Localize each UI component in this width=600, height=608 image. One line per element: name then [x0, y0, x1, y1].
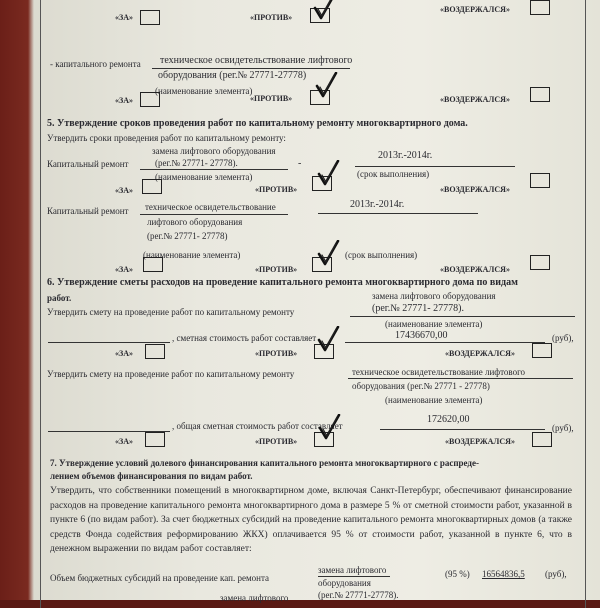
- vote-for-checkbox[interactable]: [140, 10, 160, 25]
- label: Объем бюджетных субсидий на проведение кап. ремонта: [50, 573, 269, 583]
- currency: (руб),: [545, 569, 567, 579]
- element-name: замена лифтового оборудования: [372, 291, 496, 301]
- caption: (наименование элемента): [143, 250, 241, 260]
- vote-abstain-checkbox[interactable]: [530, 255, 550, 270]
- vote-for-label: «ЗА»: [115, 349, 133, 358]
- vote-for-label: «ЗА»: [115, 96, 133, 105]
- vote-abstain-checkbox[interactable]: [530, 0, 550, 15]
- vote-against-label: «ПРОТИВ»: [255, 265, 298, 274]
- check-mark-icon: [317, 414, 341, 440]
- vote-abstain-label: «ВОЗДЕРЖАЛСЯ»: [440, 5, 510, 14]
- element-name: оборудования: [318, 578, 371, 588]
- caption: (наименование элемента): [385, 395, 483, 405]
- vote-abstain-label: «ВОЗДЕРЖАЛСЯ»: [445, 437, 515, 446]
- section-6-title: 6. Утверждение сметы расходов на проведение капитального ремонта многоквартирного дома по видам: [47, 277, 518, 288]
- term-value: 2013г.-2014г.: [378, 150, 433, 161]
- vote-for-label: «ЗА»: [115, 437, 133, 446]
- text: Утвердить сроки проведения работ по капитальному ремонту:: [47, 133, 286, 143]
- vote-for-checkbox[interactable]: [142, 179, 162, 194]
- vote-abstain-label: «ВОЗДЕРЖАЛСЯ»: [440, 95, 510, 104]
- vote-for-checkbox[interactable]: [140, 92, 160, 107]
- vote-abstain-label: «ВОЗДЕРЖАЛСЯ»: [440, 185, 510, 194]
- element-name: техническое освидетельствование: [145, 202, 276, 212]
- label: - капитального ремонта: [50, 59, 141, 69]
- vote-against-label: «ПРОТИВ»: [255, 349, 298, 358]
- check-mark-icon: [316, 240, 340, 266]
- label: , сметная стоимость работ составляет: [172, 333, 317, 343]
- caption: (наименование элемента): [385, 319, 483, 329]
- element-reg: (рег.№ 27771- 27778): [147, 231, 228, 241]
- vote-against-label: «ПРОТИВ»: [255, 437, 298, 446]
- section-7-paragraph: Утвердить, что собственники помещений в многоквартирном доме, включая Санкт-Петербург, обеспечивают финансирование расходов на проведение капитального ремонта многоквартирного дома в размере 5 % от сметной стоимости работ, указанной в пункте 6 (по видам работ). За счет бюджетных субсидий на проведение капитального ремонта многоквартирных домов (а также средств Фонда содействия реформированию ЖКХ) оплачивается 95 % от стоимости работ, указанной в пункте 6, что в денежном выражении по видам работ составляет:: [50, 486, 572, 554]
- element-name: замена лифтового: [220, 593, 289, 603]
- vote-abstain-checkbox[interactable]: [530, 173, 550, 188]
- element-reg: оборудования (рег.№ 27771 - 27778): [352, 381, 490, 391]
- currency: (руб),: [552, 333, 574, 343]
- element-reg: (рег.№ 27771- 27778).: [372, 303, 464, 314]
- check-mark-icon: [312, 0, 336, 20]
- text: Утвердить смету на проведение работ по капитальному ремонту: [47, 369, 295, 379]
- element-reg: (рег.№ 27771- 27778).: [155, 158, 238, 168]
- vote-for-checkbox[interactable]: [145, 344, 165, 359]
- check-mark-icon: [316, 160, 340, 186]
- label: , общая сметная стоимость работ составляет: [172, 421, 343, 431]
- percent: (95 %): [445, 569, 470, 579]
- caption: (наименование элемента): [155, 172, 253, 182]
- text: Утвердить смету на проведение работ по капитальному ремонту: [47, 307, 295, 317]
- section-7-title-cont: лением объемов финансирования по видам работ.: [50, 471, 253, 481]
- element-name: лифтового оборудования: [147, 217, 243, 227]
- element-name: замена лифтового: [318, 565, 387, 575]
- element-name: замена лифтового оборудования: [152, 146, 276, 156]
- vote-for-checkbox[interactable]: [145, 432, 165, 447]
- cost-value: 17436670,00: [395, 330, 448, 341]
- cost-value: 172620,00: [427, 414, 470, 425]
- vote-abstain-checkbox[interactable]: [532, 432, 552, 447]
- currency: (руб),: [552, 423, 574, 433]
- caption: (срок выполнения): [357, 169, 430, 179]
- vote-for-checkbox[interactable]: [143, 257, 163, 272]
- label: Капитальный ремонт: [47, 206, 129, 216]
- vote-for-label: «ЗА»: [115, 265, 133, 274]
- section-5-title: 5. Утверждение сроков проведения работ по капитальному ремонту многоквартирного дома.: [47, 118, 468, 129]
- vote-against-label: «ПРОТИВ»: [250, 13, 293, 22]
- vote-against-label: «ПРОТИВ»: [255, 185, 298, 194]
- section-7-title: 7. Утверждение условий долевого финансирования капитального ремонта многоквартирного с распреде-: [50, 458, 479, 468]
- vote-abstain-checkbox[interactable]: [530, 87, 550, 102]
- term-value: 2013г.-2014г.: [350, 199, 405, 210]
- element-reg: оборудования (рег.№ 27771-27778): [158, 70, 307, 81]
- check-mark-icon: [316, 326, 340, 352]
- element-name: техническое освидетельствование лифтового: [352, 367, 526, 377]
- vote-for-label: «ЗА»: [115, 186, 133, 195]
- caption: (срок выполнения): [345, 250, 418, 260]
- subsidy-amount: 16564836,5: [482, 569, 525, 579]
- caption: (наименование элемента): [155, 86, 253, 96]
- label: Капитальный ремонт: [47, 159, 129, 169]
- vote-for-label: «ЗА»: [115, 13, 133, 22]
- section-6-title-cont: работ.: [47, 293, 72, 303]
- vote-abstain-label: «ВОЗДЕРЖАЛСЯ»: [445, 349, 515, 358]
- element-reg: (рег.№ 27771-27778).: [318, 590, 399, 600]
- check-mark-icon: [314, 72, 338, 98]
- dash: -: [298, 158, 302, 169]
- element-name: техническое освидетельствование лифтового: [160, 55, 353, 66]
- vote-against-label: «ПРОТИВ»: [250, 94, 293, 103]
- vote-abstain-checkbox[interactable]: [532, 343, 552, 358]
- vote-abstain-label: «ВОЗДЕРЖАЛСЯ»: [440, 265, 510, 274]
